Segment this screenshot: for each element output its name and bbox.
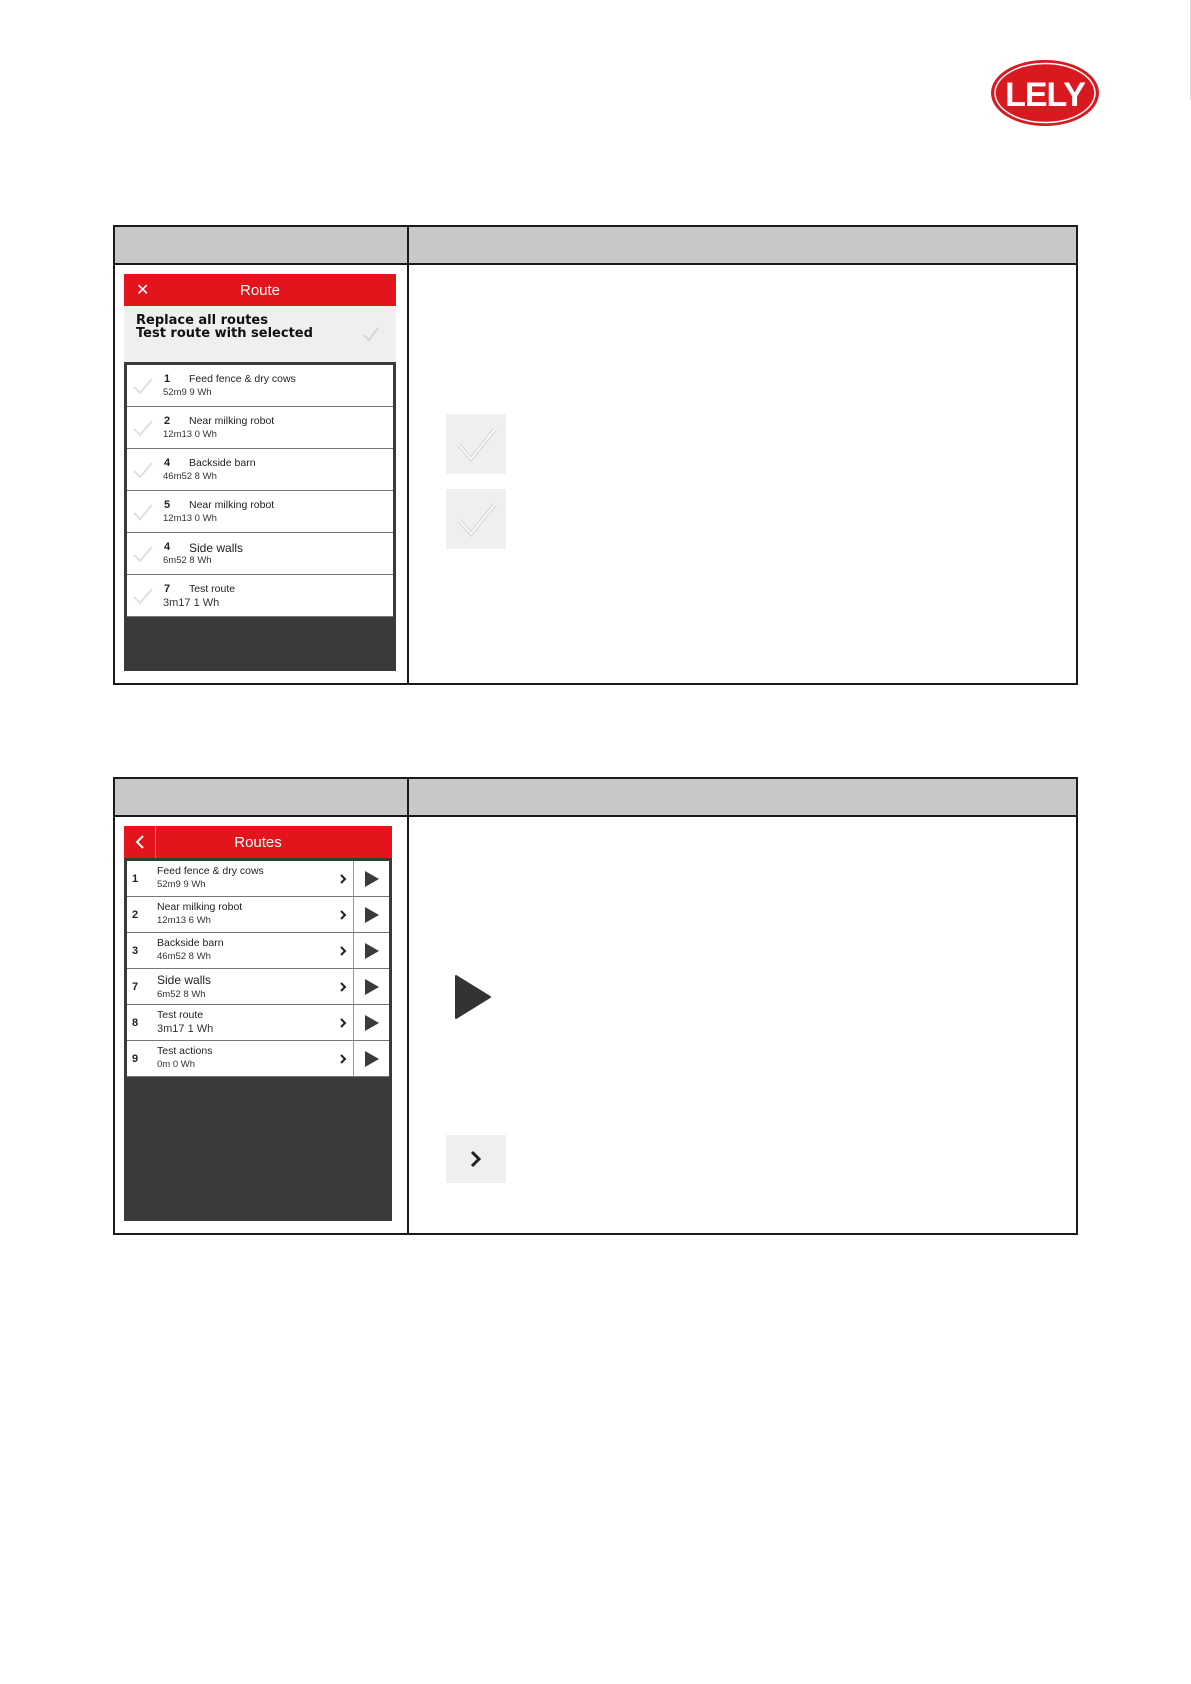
check-icon[interactable] [362,326,380,342]
check-icon [453,423,499,465]
check-icon [453,498,499,540]
route-number: 3 [132,945,139,957]
screenshot-cell [115,817,409,1233]
play-icon [364,942,380,960]
route-meta: 12m13 0 Wh [163,513,217,524]
list-item[interactable] [127,969,389,1005]
list-item[interactable] [127,897,389,933]
play-icon [364,978,380,996]
play-button[interactable] [353,1041,389,1076]
close-icon[interactable]: ✕ [136,282,150,299]
selection-options[interactable] [124,306,396,362]
list-item[interactable] [127,407,393,449]
header-cell-1 [115,779,409,815]
play-button[interactable] [353,1005,389,1040]
list-item[interactable] [127,1041,389,1077]
check-icon[interactable] [131,376,155,396]
route-meta: 3m17 1 Wh [157,1023,214,1035]
test-route-with-selected-option[interactable]: Test route with selected [136,326,313,341]
chevron-right-icon[interactable] [333,897,353,932]
route-name: Backside barn [189,457,256,469]
route-meta: 52m9 9 Wh [157,879,206,890]
play-icon [364,906,380,924]
route-number: 1 [132,873,139,885]
play-icon [364,870,380,888]
route-meta: 12m13 0 Wh [163,429,217,440]
play-icon [364,1050,380,1068]
chevron-right-icon[interactable] [333,1005,353,1040]
route-name: Test actions [157,1045,213,1057]
list-item[interactable] [127,365,393,407]
route-name: Backside barn [157,937,224,949]
list-item[interactable] [127,449,393,491]
route-name: Feed fence & dry cows [189,373,296,385]
list-item[interactable] [127,1005,389,1041]
route-number: 2 [132,909,139,921]
route-name: Side walls [189,541,244,555]
route-number: 7 [164,583,171,595]
route-number: 5 [164,499,171,511]
route-meta: 46m52 8 Wh [157,951,211,962]
route-meta: 52m9 9 Wh [163,387,212,398]
table-route-selection [113,225,1078,685]
list-item[interactable] [127,933,389,969]
route-meta: 6m52 8 Wh [163,555,212,566]
play-button[interactable] [353,969,389,1004]
table-routes-overview [113,777,1078,1235]
route-number: 4 [164,457,171,469]
check-icon[interactable] [131,544,155,564]
check-icon[interactable] [131,586,155,606]
route-screen [124,274,396,671]
list-item[interactable] [127,575,393,617]
route-number: 8 [132,1017,139,1029]
route-number: 7 [132,981,139,993]
route-name: Near milking robot [189,415,275,427]
routes-screen [124,826,392,1221]
route-number: 1 [164,373,171,385]
table-header [115,227,1076,265]
route-meta: 0m 0 Wh [157,1059,196,1070]
replace-all-routes-option[interactable]: Replace all routes [136,313,268,328]
chevron-right-icon[interactable] [333,969,353,1004]
routes-list [124,858,392,1077]
screenshot-cell [115,265,409,683]
header-cell-1 [115,227,409,263]
chevron-right-icon [469,1149,483,1169]
list-item[interactable] [127,861,389,897]
routes-title: Routes [234,833,282,851]
play-button[interactable] [353,861,389,896]
table-header [115,779,1076,817]
header-cell-2 [409,227,1076,263]
route-name: Side walls [157,973,212,987]
chevron-right-icon[interactable] [333,861,353,896]
route-number: 9 [132,1053,139,1065]
routes-header [124,826,392,858]
check-icon[interactable] [131,418,155,438]
check-icon[interactable] [131,502,155,522]
list-item[interactable] [127,533,393,575]
chevron-right-icon-tile [446,1135,506,1183]
lely-logo [990,58,1100,128]
play-button[interactable] [353,897,389,932]
check-icon[interactable] [131,460,155,480]
chevron-right-icon[interactable] [333,933,353,968]
route-title: Route [239,281,281,299]
list-item[interactable] [127,491,393,533]
route-name: Near milking robot [157,901,243,913]
back-button[interactable] [124,826,156,858]
route-name: Test route [189,583,236,595]
svg-text:LELY: LELY [1005,76,1085,114]
play-icon [364,1014,380,1032]
description-cell [409,817,1076,1233]
route-number: 4 [164,541,171,553]
play-button[interactable] [353,933,389,968]
check-icon-tile [446,489,506,549]
check-icon-tile [446,414,506,474]
route-meta: 12m13 6 Wh [157,915,211,926]
route-name: Near milking robot [189,499,275,511]
route-name: Test route [157,1009,204,1021]
chevron-right-icon[interactable] [333,1041,353,1076]
route-meta: 46m52 8 Wh [163,471,217,482]
play-icon [453,974,493,1020]
route-list [124,362,396,617]
chevron-left-icon [134,834,146,850]
route-meta: 6m52 8 Wh [157,989,206,1000]
description-cell [409,265,1076,683]
route-name: Feed fence & dry cows [157,865,264,877]
route-meta: 3m17 1 Wh [163,597,220,609]
route-number: 2 [164,415,171,427]
route-header [124,274,396,306]
header-cell-2 [409,779,1076,815]
